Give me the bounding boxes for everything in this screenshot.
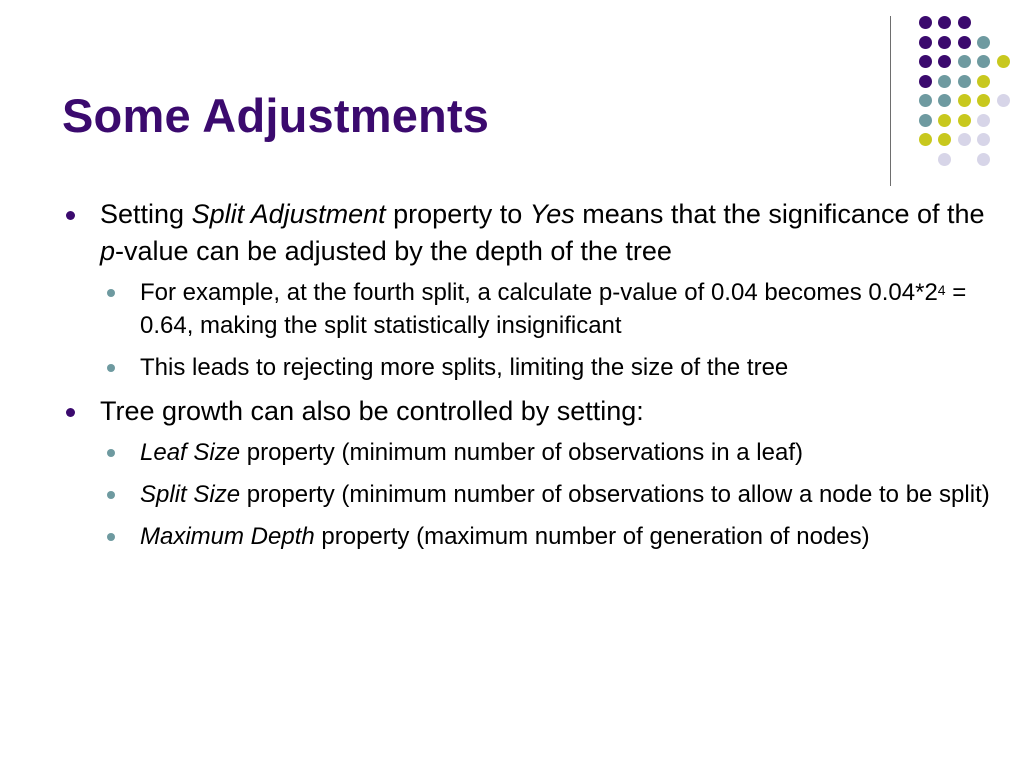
- decorative-dot: [938, 133, 951, 146]
- term: Maximum Depth: [140, 523, 315, 550]
- decorative-dot: [977, 114, 990, 127]
- text: Tree growth can also be controlled by setting:: [100, 396, 644, 426]
- text: means that the significance of the: [574, 199, 985, 229]
- decorative-dot: [997, 55, 1010, 68]
- sub-bullet-item: [62, 436, 1002, 469]
- decorative-dot: [938, 153, 951, 166]
- decorative-dot: [919, 114, 932, 127]
- sub-bullet-item: [62, 520, 1002, 553]
- divider-line: [890, 16, 891, 186]
- decorative-dot: [919, 36, 932, 49]
- text: property (maximum number of generation of nodes): [314, 523, 870, 550]
- sub-bullet-item: [62, 351, 1002, 384]
- sub-bullet-dot-icon: [107, 364, 115, 372]
- decorative-dot: [938, 94, 951, 107]
- text: For example, at the fourth split, a calculate p-value of 0.04 becomes 0.04*2: [140, 279, 938, 306]
- decorative-dot: [977, 75, 990, 88]
- decorative-dot: [958, 16, 971, 29]
- decorative-dot: [919, 94, 932, 107]
- bullet-item: [62, 393, 1002, 430]
- term: Split Adjustment: [191, 199, 386, 229]
- decorative-dot: [977, 153, 990, 166]
- text: This leads to rejecting more splits, limiting the size of the tree: [140, 354, 789, 381]
- decorative-dot: [919, 55, 932, 68]
- decorative-dot: [958, 114, 971, 127]
- bullet-item: [62, 196, 1002, 270]
- bullet-dot-icon: [66, 211, 75, 220]
- text: -value can be adjusted by the depth of the tree: [115, 236, 672, 266]
- decorative-dot: [919, 133, 932, 146]
- sub-bullet-item: [62, 276, 1002, 342]
- decorative-dot: [919, 75, 932, 88]
- decorative-dot: [938, 16, 951, 29]
- sub-bullet-dot-icon: [107, 533, 115, 541]
- sub-bullet-item: [62, 478, 1002, 511]
- text: property (minimum number of observations to allow a node to be split): [240, 481, 990, 508]
- text: property to: [385, 199, 530, 229]
- decorative-dot: [977, 55, 990, 68]
- decorative-dot: [938, 114, 951, 127]
- decorative-dot: [958, 94, 971, 107]
- decorative-dot: [977, 94, 990, 107]
- text: = 0.64, making the split statistically insignificant: [140, 279, 967, 339]
- term: Split Size: [140, 481, 241, 508]
- text: Setting: [100, 199, 192, 229]
- decorative-dot: [977, 36, 990, 49]
- decorative-dot: [919, 16, 932, 29]
- term: Yes: [529, 199, 575, 229]
- decorative-dot: [938, 55, 951, 68]
- term: Leaf Size: [140, 439, 241, 466]
- bullet-dot-icon: [66, 408, 75, 417]
- sub-bullet-dot-icon: [107, 289, 115, 297]
- decorative-dot: [938, 36, 951, 49]
- decorative-dot: [958, 55, 971, 68]
- decorative-dot: [938, 75, 951, 88]
- decorative-dot: [958, 75, 971, 88]
- decorative-dot: [977, 133, 990, 146]
- exponent: 4: [937, 282, 946, 298]
- bullet-list: [62, 196, 1002, 562]
- decorative-dot: [997, 94, 1010, 107]
- slide-title: Some Adjustments: [62, 89, 490, 142]
- term: p: [100, 236, 116, 266]
- decorative-dot: [958, 36, 971, 49]
- text: property (minimum number of observations in a leaf): [240, 439, 803, 466]
- sub-bullet-dot-icon: [107, 449, 115, 457]
- decorative-dot: [958, 133, 971, 146]
- sub-bullet-dot-icon: [107, 491, 115, 499]
